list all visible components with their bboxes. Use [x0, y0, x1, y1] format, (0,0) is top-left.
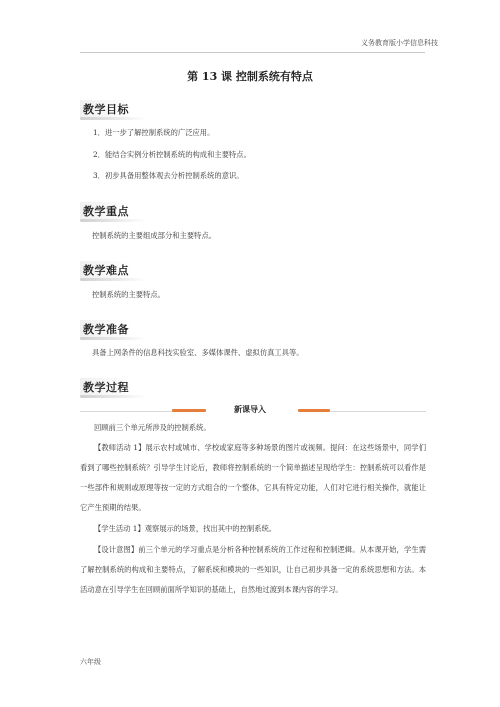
section-heading-preparation: 教学准备	[80, 320, 132, 338]
process-paragraph-design-intent: 【设计意图】前三个单元的学习重点是分析各种控制系统的工作过程和控制逻辑。从本课开始，学生需了解控制系统的构成和主要特点，了解系统和模块的一些知识，让自己初步具备一定的系统思想和方法。本活动意在引导学生在回顾前面所学知识的基础上，自然地过渡到本课内容的学习。	[80, 545, 426, 594]
process-paragraph-teacher-activity: 【教师活动 1】展示农村或城市、学校或家庭等多种场景的图片或视频。提问：在这些场景中，同学们看到了哪些控制系统？引导学生讨论后，教师将控制系统的一个简单描述呈现给学生：控制系统可以看作是一些部件和规则或原理等按一定的方式组合的一个整体，它具有特定功能，人们对它进行相关操作，就能让它产生预期的结果。	[80, 443, 426, 512]
key-points-text: 控制系统的主要组成部分和主要特点。	[92, 231, 217, 240]
subsection-title: 新课导入	[234, 405, 266, 414]
subsection-divider-right	[330, 411, 426, 412]
section-heading-process: 教学过程	[80, 378, 132, 396]
process-paragraph-review: 回顾前三个单元所涉及的控制系统。	[94, 423, 211, 432]
header-publisher-note: 义务教育版小学信息科技	[361, 39, 438, 47]
preparation-text: 具备上网条件的信息科技实验室、多媒体课件、虚拟仿真工具等。	[92, 348, 304, 357]
header-rule	[80, 52, 425, 53]
objective-item-3: 3．初步具备用整体观去分析控制系统的意识。	[93, 171, 244, 180]
objective-item-1: 1．进一步了解控制系统的广泛应用。	[93, 128, 215, 137]
subsection-accent-right	[298, 409, 330, 412]
lesson-title: 第 13 课 控制系统有特点	[187, 70, 313, 83]
footer-grade: 六年级	[80, 658, 101, 666]
process-paragraph-student-activity: 【学生活动 1】观察展示的场景，找出其中的控制系统。	[94, 524, 277, 533]
section-heading-objectives: 教学目标	[80, 100, 132, 118]
difficulties-text: 控制系统的主要特点。	[92, 290, 165, 299]
objective-item-2: 2．能结合实例分析控制系统的构成和主要特点。	[93, 150, 251, 159]
section-heading-key-points: 教学重点	[80, 202, 132, 220]
section-heading-difficulties: 教学难点	[80, 261, 132, 279]
